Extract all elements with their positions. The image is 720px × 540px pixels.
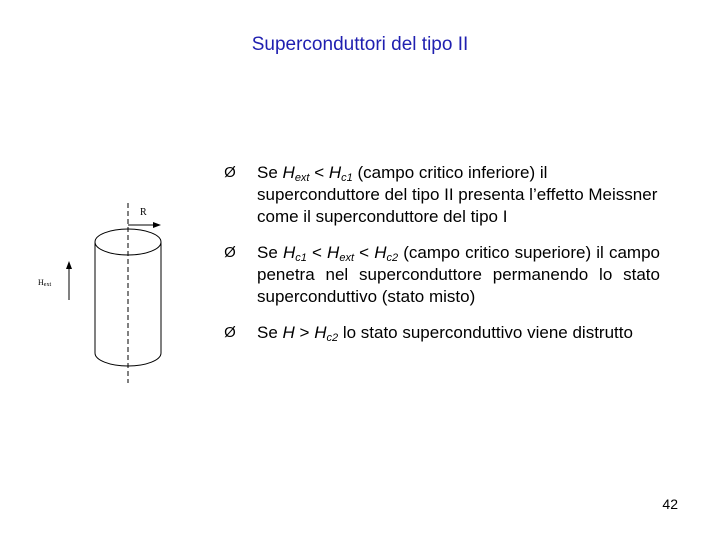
variable: H [314,323,327,342]
variable: H [327,243,340,262]
variable: H [328,163,342,182]
subscript: c2 [326,332,339,344]
variable: H [282,243,296,262]
text-run: (campo critico superiore) il campo penetra nel superconduttore permanendo lo stato superconduttivo (stato misto) [257,243,660,306]
radius-arrowhead [153,222,161,228]
radius-label: R [140,207,147,218]
bullet-arrow-icon: Ø [224,164,236,181]
text-run: > [294,323,315,342]
cylinder-figure [30,195,180,390]
bullet-item [220,162,660,228]
subscript: c1 [295,252,307,264]
subscript: c1 [341,172,353,184]
slide-title [0,34,720,56]
text-run: < [306,243,328,262]
hext-label: Hext [38,278,52,288]
subscript: ext [294,172,310,184]
bullet-text [257,162,660,228]
text-run: Se [257,163,283,182]
bullet-item [220,242,660,308]
bullet-list [220,162,660,358]
text-run: < [309,163,329,182]
text-run: Se [257,243,283,262]
text-run: < [354,243,375,262]
text-run: (campo critico inferiore) il superconduttore del tipo II presenta l’effetto Meissner come il superconduttore del tipo I [257,163,658,226]
subscript: c2 [386,252,399,264]
variable: H [282,163,295,182]
bullet-text [257,242,660,308]
variable: H [282,323,295,342]
bullet-item [220,322,660,344]
bullet-arrow-icon: Ø [224,324,236,341]
text-run: lo stato superconduttivo viene distrutto [338,323,633,342]
text-run: Se [257,323,283,342]
hext-arrowhead [66,261,72,269]
subscript: ext [339,252,355,264]
bullet-text [257,322,660,344]
page-number: 42 [662,496,678,512]
variable: H [374,243,387,262]
slide-title-text: Superconduttori del tipo II [251,34,469,55]
bullet-arrow-icon: Ø [224,244,236,261]
